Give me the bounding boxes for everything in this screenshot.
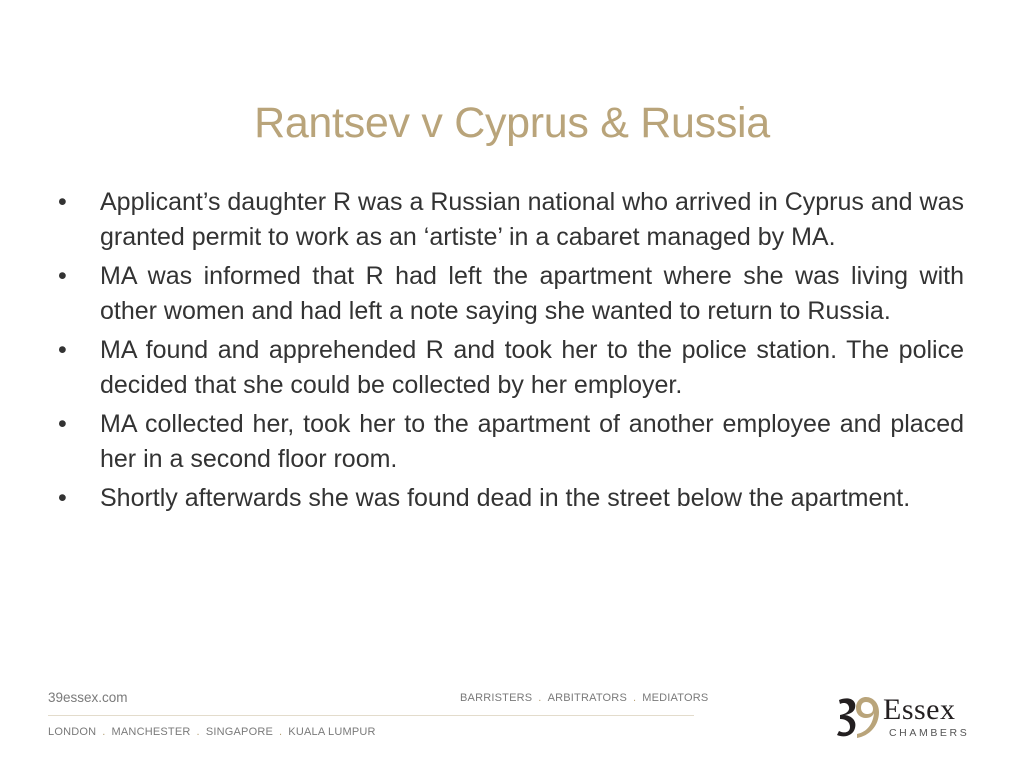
bullet-item [58,185,964,254]
separator: . [632,692,637,704]
bullet-text: MA was informed that R had left the apartment where she was living with other women and had left a note saying she wanted to return to Russia. [100,262,964,325]
bullet-marker: • [58,262,67,290]
role-barristers: BARRISTERS [460,692,533,704]
role-mediators: MEDIATORS [642,692,709,704]
bullet-marker: • [58,410,67,438]
bullet-item [58,333,964,402]
footer-divider [48,715,694,716]
logo-wordmark: Essex [883,693,956,726]
bullet-item [58,259,964,328]
bullet-list [58,185,964,521]
logo-39-mark-icon [835,694,881,740]
city-london: LONDON [48,726,97,738]
bullet-text: Applicant’s daughter R was a Russian national who arrived in Cyprus and was granted permit to work as an ‘artiste’ in a cabaret managed by MA. [100,188,964,251]
bullet-text: MA found and apprehended R and took her to the police station. The police decided that she could be collected by her employer. [100,336,964,399]
bullet-text: Shortly afterwards she was found dead in the street below the apartment. [100,484,911,512]
separator: . [538,692,542,704]
footer-url[interactable]: 39essex.com [48,690,128,705]
bullet-marker: • [58,484,67,512]
role-arbitrators: ARBITRATORS [547,692,627,704]
bullet-text: MA collected her, took her to the apartment of another employee and placed her in a second floor room. [100,410,964,473]
separator: . [102,726,106,738]
logo-subtitle: CHAMBERS [889,727,970,739]
footer-roles [460,692,708,704]
footer-cities [48,726,376,738]
city-manchester: MANCHESTER [111,726,191,738]
bullet-marker: • [58,188,67,216]
essex-chambers-logo [835,694,975,744]
slide-title: Rantsev v Cyprus & Russia [254,98,770,147]
separator: . [279,726,283,738]
city-singapore: SINGAPORE [205,726,274,738]
bullet-item [58,481,964,516]
bullet-marker: • [58,336,67,364]
bullet-item [58,407,964,476]
city-kuala-lumpur: KUALA LUMPUR [288,726,376,738]
footer [0,680,1024,768]
separator: . [196,726,200,738]
